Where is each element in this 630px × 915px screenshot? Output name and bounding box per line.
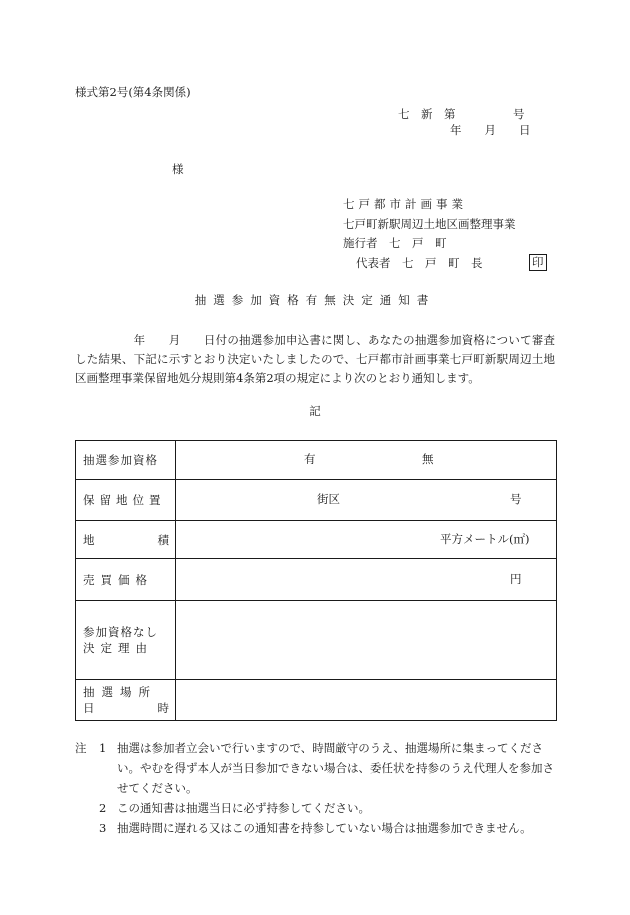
body-paragraph: 年 月 日付の抽選参加申込書に関し、あなたの抽選参加資格について審査した結果、下記に示すとおり決定いたしましたので、七戸都市計画事業七戸町新駅周辺土地区画整理事業保留地処分規則第4条第2項の規定により次のとおり通知します。 [75,333,555,385]
label-cell [76,559,176,601]
label-eligibility: 抽選参加資格 [83,453,158,467]
document-number-line: 七 新 第 号 [398,107,525,121]
label-reason-l2: 決定理由 [83,641,153,655]
table-row [76,680,557,721]
issuer-representative: 代表者 七 戸 町 長 [356,256,483,270]
reason-value-cell[interactable] [176,601,557,680]
label-location: 保留地位置 [83,493,166,507]
label-area [83,532,169,548]
form-number: 様式第2号(第4条関係) [75,85,191,99]
table-row [76,601,557,680]
value-cell[interactable] [176,480,557,521]
option-yes[interactable]: 有 [304,452,316,466]
note-text: 抽選時間に遅れる又はこの通知書を持参していない場合は抽選参加できません。 [117,821,532,835]
label-reason-l1: 参加資格なし [83,625,158,639]
note-number: 2 [99,801,107,815]
note-number: 3 [99,821,107,835]
label-venue-l2-b: 時 [157,701,169,715]
notes-prefix: 注 [75,741,87,755]
label-cell [76,441,176,480]
note-text: この通知書は抽選当日に必ず持参してください。 [117,801,370,815]
lot-number-unit: 号 [510,492,522,506]
value-cell[interactable] [176,559,557,601]
issuer-executor: 施行者 七 戸 町 [343,236,447,250]
venue-value-cell[interactable] [176,680,557,721]
issuer-project: 七戸都市計画事業 [343,197,467,211]
value-cell[interactable] [176,521,557,559]
table-row [76,559,557,601]
record-mark: 記 [309,404,321,418]
label-venue-l2-a: 日 [83,701,95,715]
value-cell[interactable] [176,441,557,480]
document-title: 抽選参加資格有無決定通知書 [194,293,436,307]
label-cell [76,680,176,721]
table-row [76,521,557,559]
area-unit: 平方メートル(㎡) [440,532,530,546]
label-area-b: 積 [157,532,169,547]
addressee-suffix: 様 [172,162,184,176]
option-no[interactable]: 無 [422,452,434,466]
notes-section [75,738,565,838]
issuer-subproject: 七戸町新駅周辺土地区画整理事業 [343,217,516,231]
label-cell [76,480,176,521]
note-item [75,818,565,838]
yen-unit: 円 [510,572,522,586]
block-unit: 街区 [317,492,340,506]
label-cell [76,521,176,559]
detail-table [75,440,557,721]
seal-mark: 印 [529,254,547,271]
note-number: 1 [99,741,107,755]
label-venue-l2 [83,700,169,716]
note-text: 抽選は参加者立会いで行いますので、時間厳守のうえ、抽選場所に集まってください。やむを得ず本人が当日参加できない場合は、委任状を持参のうえ代理人を参加させてください。 [117,741,554,795]
table-row [76,441,557,480]
date-line: 年 月 日 [450,123,531,137]
label-price: 売買価格 [83,572,153,587]
label-venue-l1: 抽選場所 [83,685,157,699]
label-cell [76,601,176,680]
label-area-a: 地 [83,532,95,547]
note-item [75,798,565,818]
table-row [76,480,557,521]
note-item [75,738,565,798]
